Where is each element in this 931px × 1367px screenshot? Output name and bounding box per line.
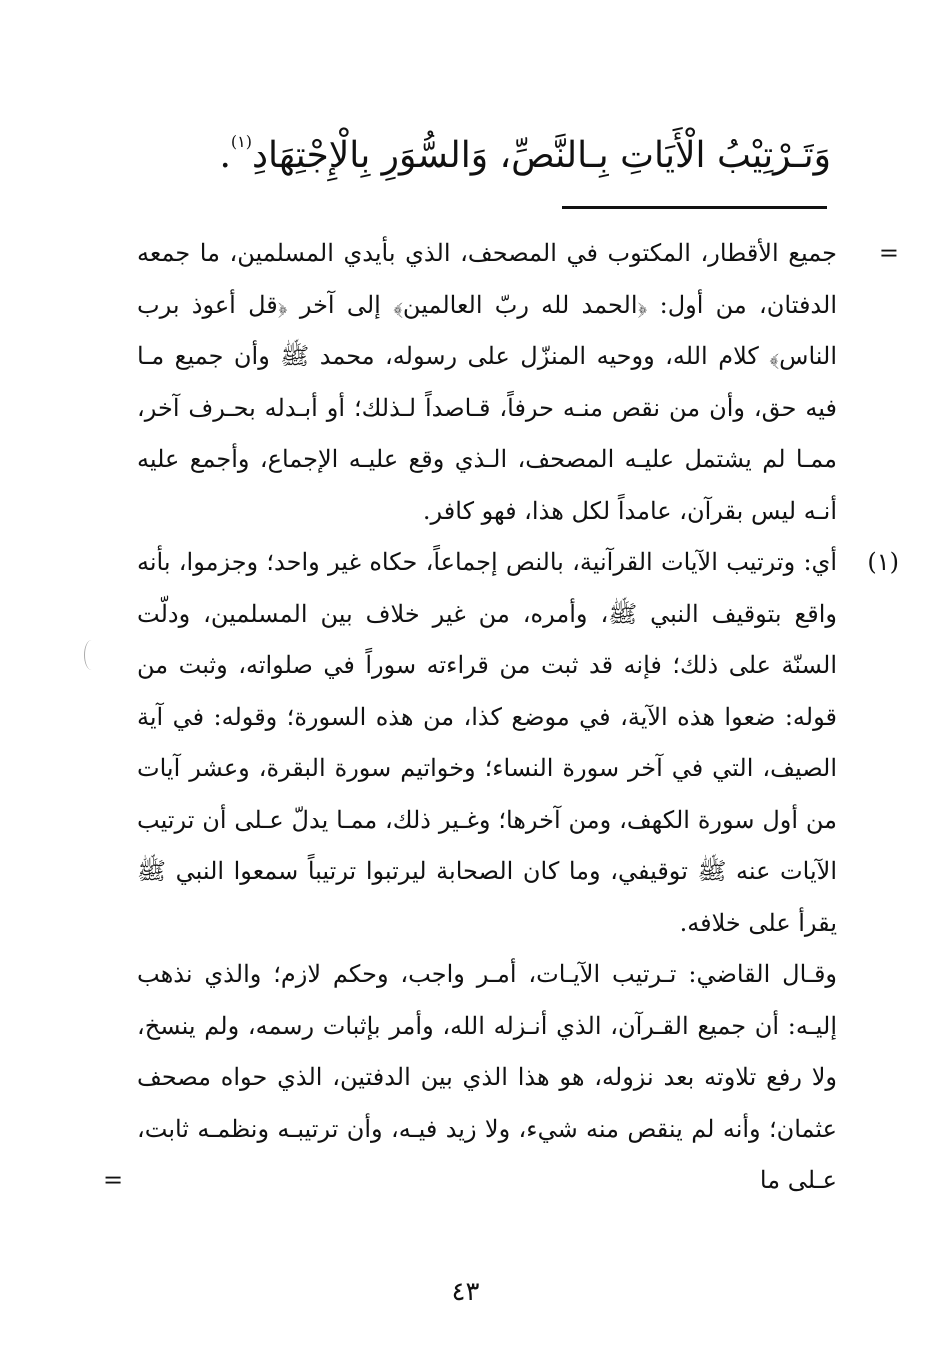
footnote-1 [103, 537, 899, 1207]
verse-line [111, 112, 831, 186]
footnote-separator [562, 206, 827, 209]
scan-artifact [84, 640, 99, 670]
footnote-1-paragraph-2: وقـال القاضي: تـرتيب الآيـات، أمـر واجب، وحكم لازم؛ والذي نذهب إليـه: أن جميع القـرآن، الذي أنـزله الله، وأمر بإثبات رسمه، ولم ينسخ، ولا رفع تلاوته بعد نزوله، هو هذا الذي بين الدفتين، الذي حواه مصحف عثمان؛ وأنه لم ينقص منه شيء، ولا زيد فيـه، وأن ترتيبـه ونظمـه ثابت، عـلى ما [137, 960, 837, 1194]
page-number: ٤٣ [451, 1277, 480, 1307]
footnote-1-paragraph-1: أي: وترتيب الآيات القرآنية، بالنص إجماعاً، حكاه غير واحد؛ وجزموا، بأنه واقع بتوقيف النبي ﷺ، وأمره، من غير خلاف بين المسلمين، ودلّت السنّة على ذلك؛ فإنه قد ثبت من قراءته سوراً في صلواته، وثبت من قوله: ضعوا هذه الآية، في موضع كذا، من هذه السورة؛ وقوله: في آية الصيف، التي في آخر سورة النساء؛ وخواتيم سورة البقرة، وعشر آيات من أول سورة الكهف، ومن آخرها؛ وغـير ذلك، ممـا يدلّ عـلى أن ترتيب الآيات عنه ﷺ توقيفي، وما كان الصحابة ليرتبوا ترتيباً سمعوا النبي ﷺ يقرأ على خلافه. [137, 548, 837, 937]
verse-text: وَتَـرْتِيْبُ الْأَيَاتِ بِـالنَّصِّ، وَالسُّوَرِ بِالْإِجْتِهَادِ [251, 135, 831, 176]
continuation-marker: = [878, 239, 899, 267]
footnotes-area [103, 228, 899, 1207]
footnote-continuation [137, 228, 899, 537]
footnote-1-marker: (١) [867, 548, 899, 576]
verse-end-punctuation: . [219, 135, 231, 176]
continues-marker: = [103, 1166, 124, 1194]
footnote-reference[interactable]: (١) [230, 132, 252, 151]
continuation-text: جميع الأقطار، المكتوب في المصحف، الذي بأيدي المسلمين، ما جمعه الدفتان، من أول: ﴿الحمد لله ربّ العالمين﴾ إلى آخر ﴿قل أعوذ برب الناس﴾ كلام الله، ووحيه المنزّل على رسوله، محمد ﷺ وأن جميع مـا فيه حق، وأن من نقص منـه حرفاً، قـاصداً لـذلك؛ أو أبـدله بحـرف آخر، ممـا لم يشتمل عليـه المصحف، الـذي وقع عليـه الإجماع، وأجمع عليه أنـه ليس بقرآن، عامداً لكل هذا، فهو كافر. [137, 239, 837, 525]
